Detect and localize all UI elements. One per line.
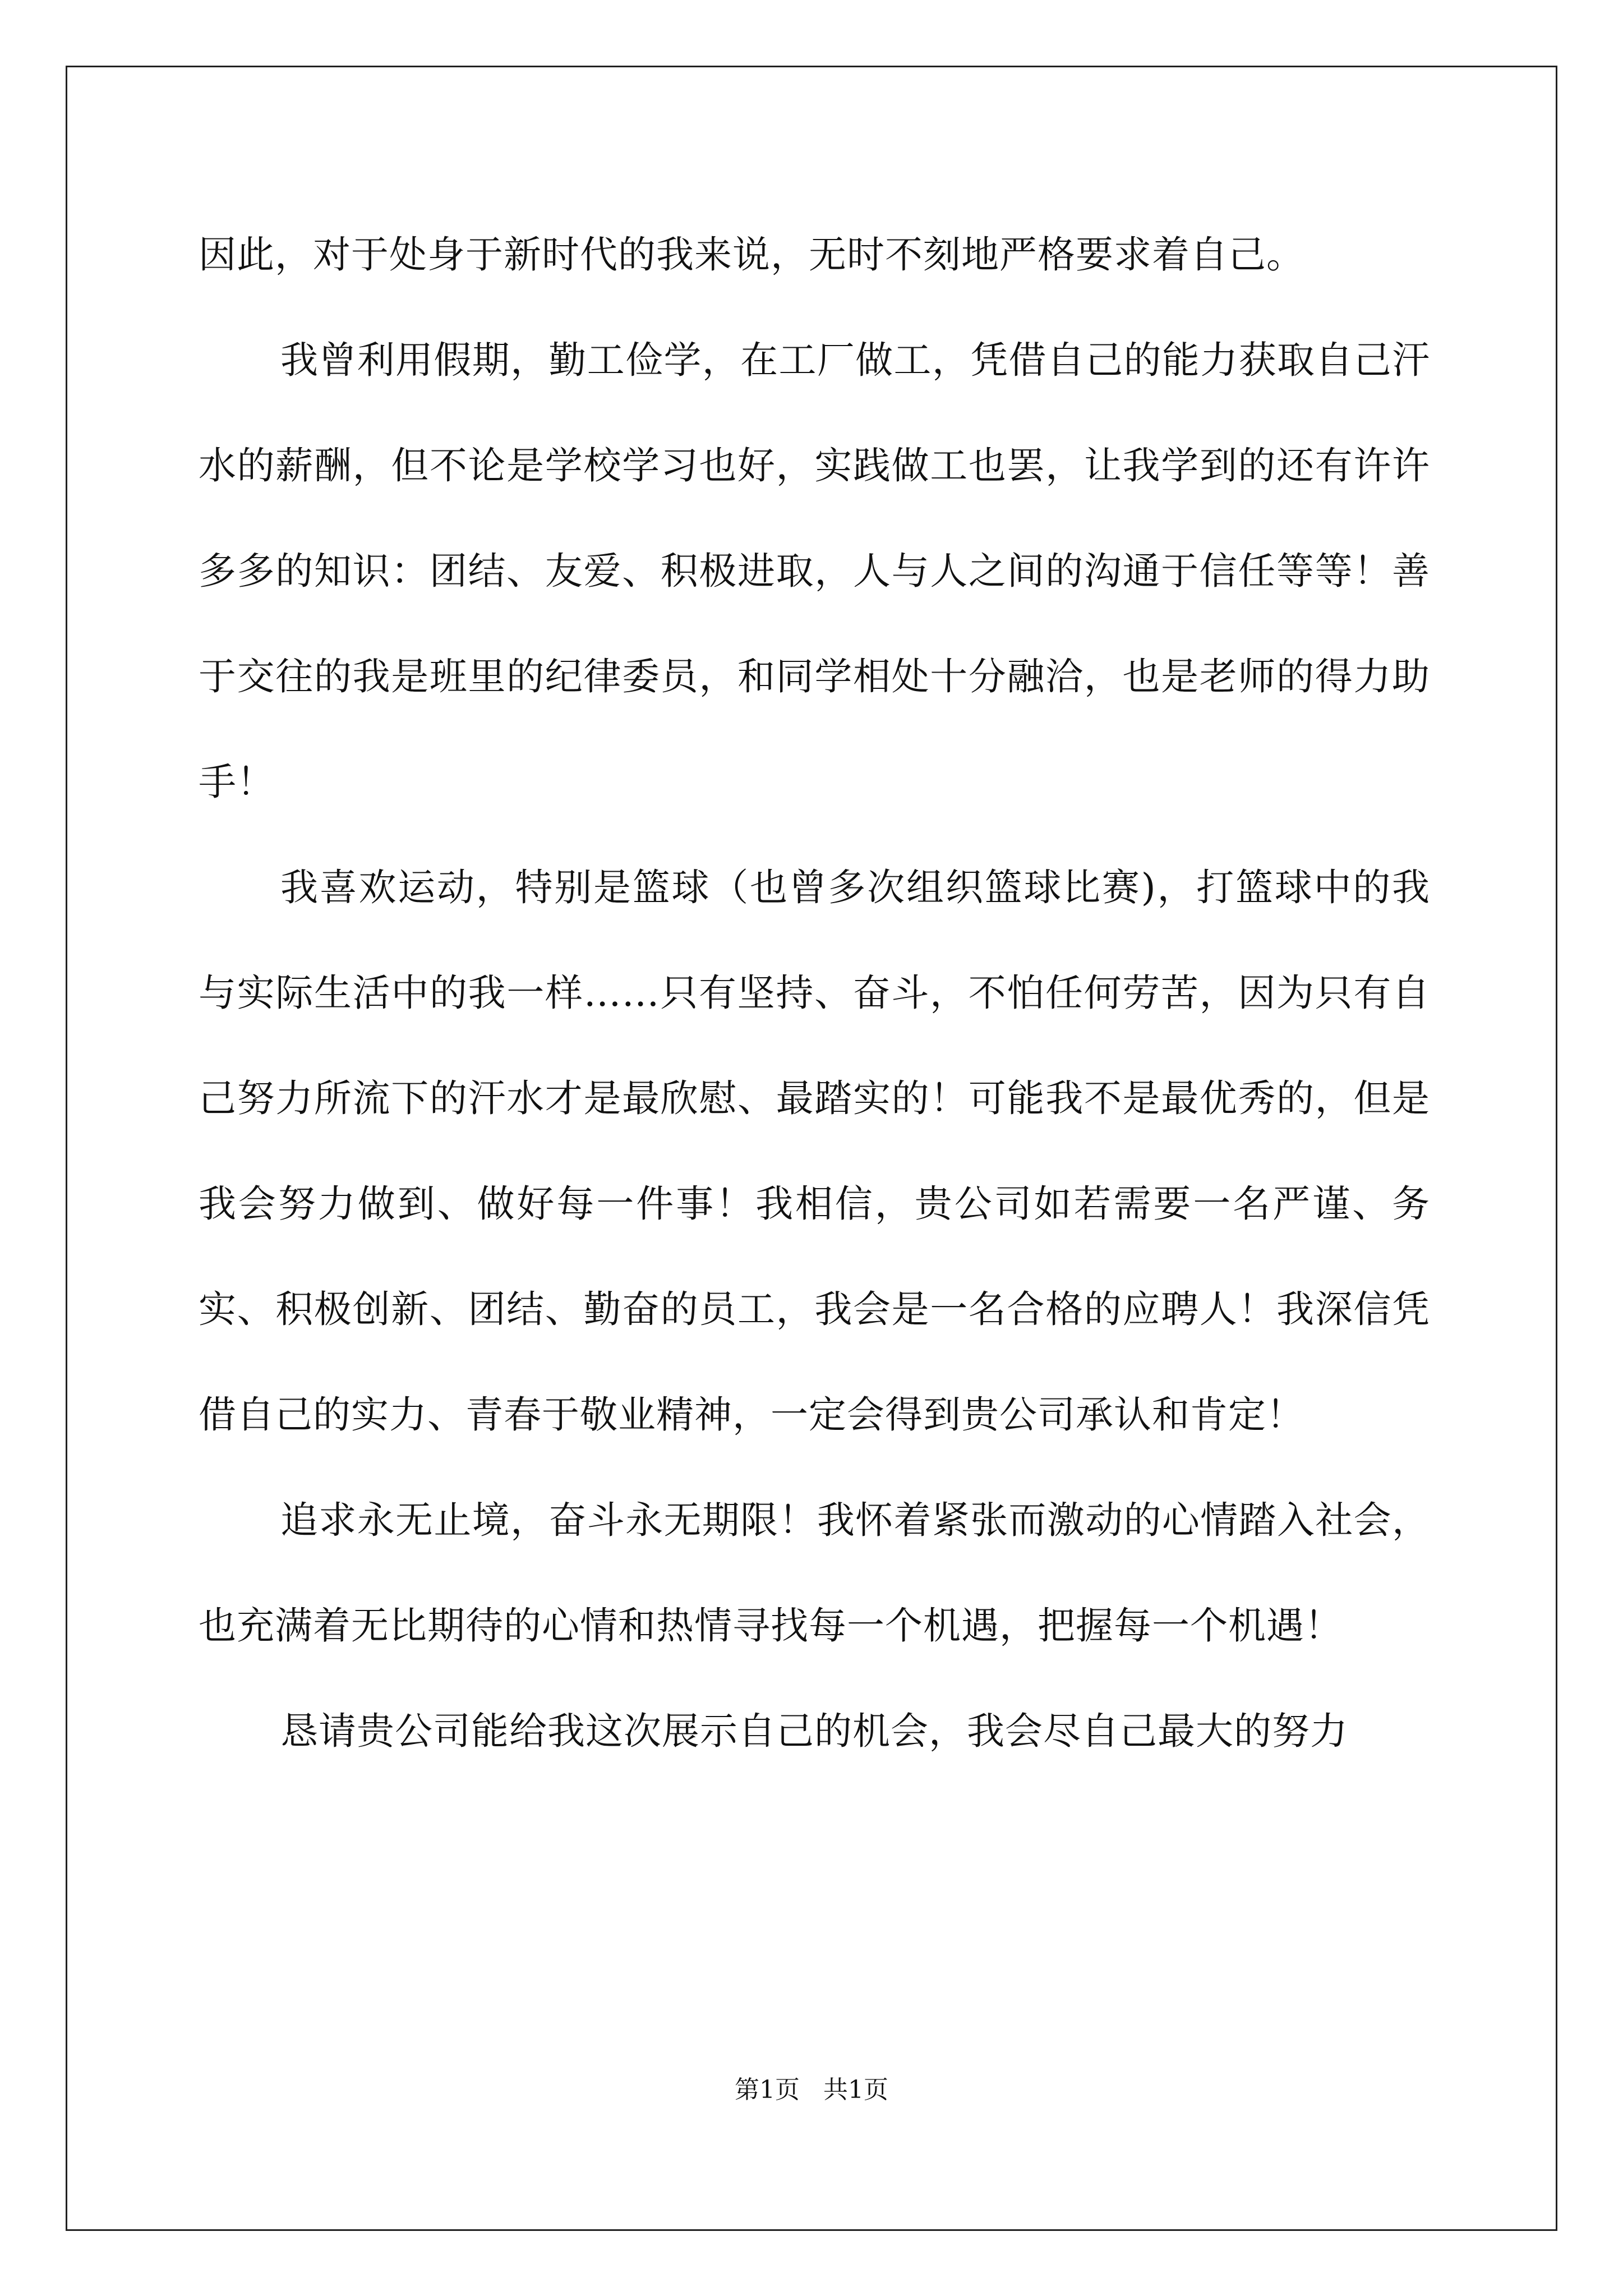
paragraph-5: 恳请贵公司能给我这次展示自己的机会，我会尽自己最大的努力 (280, 1709, 1348, 1753)
paragraph-2: 我曾利用假期，勤工俭学，在工厂做工，凭借自己的能力获取自己汗水的薪酬，但不论是学校学习也好，实践做工也罢，让我学到的还有许许多多的知识：团结、友爱、积极进取，人与人之间的沟通于信任等等！善于交往的我是班里的纪律委员，和同学相处十分融洽，也是老师的得力助手！ (199, 338, 1430, 804)
paragraph-4: 追求永无止境，奋斗永无期限！我怀着紧张而激动的心情踏入社会，也充满着无比期待的心情和热情寻找每一个机遇，把握每一个机遇！ (199, 1498, 1430, 1648)
page-number-footer: 第1页 共1页 (735, 2076, 888, 2104)
paragraph-1: 因此，对于处身于新时代的我来说，无时不刻地严格要求着自己。 (199, 233, 1304, 277)
document-body (199, 202, 1430, 1784)
paragraph-3: 我喜欢运动，特别是篮球（也曾多次组织篮球比赛)，打篮球中的我与实际生活中的我一样……只有坚持、奋斗，不怕任何劳苦，因为只有自己努力所流下的汗水才是最欣慰、最踏实的！可能我不是最优秀的，但是我会努力做到、做好每一件事！我相信，贵公司如若需要一名严谨、务实、积极创新、团结、勤奋的员工，我会是一名合格的应聘人！我深信凭借自己的实力、青春于敬业精神，一定会得到贵公司承认和肯定！ (199, 866, 1430, 1437)
